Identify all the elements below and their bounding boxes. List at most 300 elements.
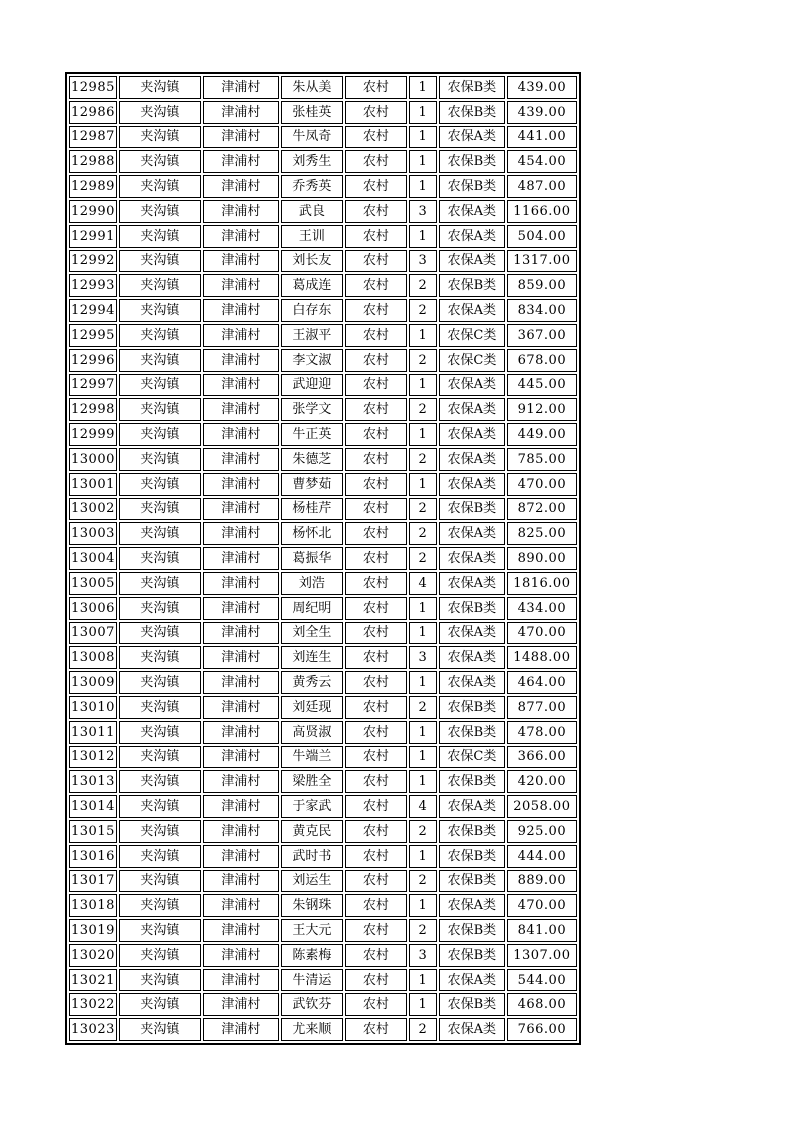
cell-name: 尤来顺 bbox=[281, 1018, 343, 1041]
cell-residence-type: 农村 bbox=[345, 770, 407, 793]
cell-amount: 367.00 bbox=[507, 324, 577, 347]
cell-insurance-category: 农保A类 bbox=[439, 1018, 505, 1041]
cell-amount: 470.00 bbox=[507, 473, 577, 496]
cell-insurance-category: 农保B类 bbox=[439, 820, 505, 843]
cell-member-count: 2 bbox=[409, 547, 437, 570]
cell-town: 夹沟镇 bbox=[119, 398, 201, 421]
cell-amount: 785.00 bbox=[507, 448, 577, 471]
cell-town: 夹沟镇 bbox=[119, 1018, 201, 1041]
cell-town: 夹沟镇 bbox=[119, 746, 201, 769]
cell-amount: 544.00 bbox=[507, 969, 577, 992]
cell-name: 刘连生 bbox=[281, 646, 343, 669]
cell-member-count: 1 bbox=[409, 175, 437, 198]
table-row bbox=[69, 498, 577, 521]
cell-insurance-category: 农保B类 bbox=[439, 150, 505, 173]
cell-town: 夹沟镇 bbox=[119, 894, 201, 917]
cell-village: 津浦村 bbox=[203, 894, 279, 917]
cell-village: 津浦村 bbox=[203, 696, 279, 719]
cell-residence-type: 农村 bbox=[345, 870, 407, 893]
table-row bbox=[69, 870, 577, 893]
cell-town: 夹沟镇 bbox=[119, 448, 201, 471]
cell-amount: 470.00 bbox=[507, 894, 577, 917]
cell-amount: 468.00 bbox=[507, 993, 577, 1016]
cell-member-count: 2 bbox=[409, 522, 437, 545]
cell-amount: 478.00 bbox=[507, 721, 577, 744]
cell-village: 津浦村 bbox=[203, 969, 279, 992]
cell-insurance-category: 农保A类 bbox=[439, 671, 505, 694]
cell-record-id: 13023 bbox=[69, 1018, 117, 1041]
cell-amount: 1317.00 bbox=[507, 250, 577, 273]
cell-residence-type: 农村 bbox=[345, 646, 407, 669]
table-row bbox=[69, 324, 577, 347]
cell-member-count: 1 bbox=[409, 845, 437, 868]
cell-residence-type: 农村 bbox=[345, 324, 407, 347]
cell-amount: 445.00 bbox=[507, 374, 577, 397]
cell-residence-type: 农村 bbox=[345, 423, 407, 446]
cell-insurance-category: 农保A类 bbox=[439, 894, 505, 917]
table-row bbox=[69, 76, 577, 99]
cell-insurance-category: 农保A类 bbox=[439, 299, 505, 322]
cell-record-id: 12988 bbox=[69, 150, 117, 173]
table-row bbox=[69, 993, 577, 1016]
cell-town: 夹沟镇 bbox=[119, 522, 201, 545]
cell-insurance-category: 农保B类 bbox=[439, 870, 505, 893]
cell-name: 朱钢珠 bbox=[281, 894, 343, 917]
table-row bbox=[69, 622, 577, 645]
cell-record-id: 13011 bbox=[69, 721, 117, 744]
cell-town: 夹沟镇 bbox=[119, 572, 201, 595]
cell-member-count: 1 bbox=[409, 969, 437, 992]
cell-member-count: 1 bbox=[409, 101, 437, 124]
cell-amount: 420.00 bbox=[507, 770, 577, 793]
cell-record-id: 13014 bbox=[69, 795, 117, 818]
cell-residence-type: 农村 bbox=[345, 671, 407, 694]
cell-village: 津浦村 bbox=[203, 944, 279, 967]
cell-village: 津浦村 bbox=[203, 770, 279, 793]
cell-town: 夹沟镇 bbox=[119, 646, 201, 669]
cell-member-count: 1 bbox=[409, 721, 437, 744]
cell-insurance-category: 农保B类 bbox=[439, 597, 505, 620]
cell-town: 夹沟镇 bbox=[119, 498, 201, 521]
table-row bbox=[69, 225, 577, 248]
cell-record-id: 12996 bbox=[69, 349, 117, 372]
cell-member-count: 2 bbox=[409, 1018, 437, 1041]
cell-name: 白存东 bbox=[281, 299, 343, 322]
cell-member-count: 1 bbox=[409, 671, 437, 694]
cell-residence-type: 农村 bbox=[345, 274, 407, 297]
table-row bbox=[69, 696, 577, 719]
cell-name: 刘全生 bbox=[281, 622, 343, 645]
table-row bbox=[69, 894, 577, 917]
cell-member-count: 1 bbox=[409, 374, 437, 397]
cell-member-count: 2 bbox=[409, 398, 437, 421]
cell-residence-type: 农村 bbox=[345, 126, 407, 149]
cell-village: 津浦村 bbox=[203, 597, 279, 620]
cell-amount: 439.00 bbox=[507, 101, 577, 124]
cell-record-id: 13016 bbox=[69, 845, 117, 868]
cell-name: 李文淑 bbox=[281, 349, 343, 372]
cell-member-count: 2 bbox=[409, 349, 437, 372]
cell-village: 津浦村 bbox=[203, 349, 279, 372]
cell-record-id: 12993 bbox=[69, 274, 117, 297]
cell-town: 夹沟镇 bbox=[119, 845, 201, 868]
cell-insurance-category: 农保B类 bbox=[439, 944, 505, 967]
cell-insurance-category: 农保B类 bbox=[439, 498, 505, 521]
cell-amount: 890.00 bbox=[507, 547, 577, 570]
table-row bbox=[69, 969, 577, 992]
cell-amount: 464.00 bbox=[507, 671, 577, 694]
cell-residence-type: 农村 bbox=[345, 572, 407, 595]
cell-insurance-category: 农保A类 bbox=[439, 448, 505, 471]
cell-record-id: 13009 bbox=[69, 671, 117, 694]
cell-member-count: 1 bbox=[409, 622, 437, 645]
table-row bbox=[69, 721, 577, 744]
cell-amount: 449.00 bbox=[507, 423, 577, 446]
cell-name: 葛成连 bbox=[281, 274, 343, 297]
cell-residence-type: 农村 bbox=[345, 225, 407, 248]
cell-member-count: 2 bbox=[409, 274, 437, 297]
cell-record-id: 12989 bbox=[69, 175, 117, 198]
cell-member-count: 1 bbox=[409, 597, 437, 620]
cell-village: 津浦村 bbox=[203, 622, 279, 645]
cell-village: 津浦村 bbox=[203, 200, 279, 223]
cell-member-count: 1 bbox=[409, 473, 437, 496]
table-body bbox=[69, 76, 577, 1041]
cell-insurance-category: 农保A类 bbox=[439, 225, 505, 248]
cell-insurance-category: 农保B类 bbox=[439, 101, 505, 124]
cell-member-count: 1 bbox=[409, 746, 437, 769]
cell-name: 黄秀云 bbox=[281, 671, 343, 694]
table-row bbox=[69, 919, 577, 942]
cell-name: 刘长友 bbox=[281, 250, 343, 273]
cell-insurance-category: 农保A类 bbox=[439, 547, 505, 570]
cell-insurance-category: 农保A类 bbox=[439, 473, 505, 496]
cell-member-count: 2 bbox=[409, 696, 437, 719]
cell-residence-type: 农村 bbox=[345, 795, 407, 818]
cell-record-id: 13003 bbox=[69, 522, 117, 545]
cell-village: 津浦村 bbox=[203, 646, 279, 669]
cell-name: 武钦芬 bbox=[281, 993, 343, 1016]
cell-name: 刘运生 bbox=[281, 870, 343, 893]
cell-residence-type: 农村 bbox=[345, 894, 407, 917]
cell-name: 张桂英 bbox=[281, 101, 343, 124]
cell-village: 津浦村 bbox=[203, 398, 279, 421]
cell-residence-type: 农村 bbox=[345, 448, 407, 471]
cell-town: 夹沟镇 bbox=[119, 820, 201, 843]
cell-town: 夹沟镇 bbox=[119, 150, 201, 173]
cell-town: 夹沟镇 bbox=[119, 225, 201, 248]
cell-record-id: 12987 bbox=[69, 126, 117, 149]
cell-town: 夹沟镇 bbox=[119, 126, 201, 149]
cell-village: 津浦村 bbox=[203, 993, 279, 1016]
cell-member-count: 2 bbox=[409, 299, 437, 322]
cell-amount: 454.00 bbox=[507, 150, 577, 173]
cell-name: 曹梦茹 bbox=[281, 473, 343, 496]
cell-member-count: 1 bbox=[409, 76, 437, 99]
cell-record-id: 12991 bbox=[69, 225, 117, 248]
cell-insurance-category: 农保A类 bbox=[439, 250, 505, 273]
cell-amount: 444.00 bbox=[507, 845, 577, 868]
cell-village: 津浦村 bbox=[203, 150, 279, 173]
cell-record-id: 13022 bbox=[69, 993, 117, 1016]
cell-residence-type: 农村 bbox=[345, 200, 407, 223]
cell-insurance-category: 农保A类 bbox=[439, 646, 505, 669]
cell-town: 夹沟镇 bbox=[119, 993, 201, 1016]
cell-record-id: 13007 bbox=[69, 622, 117, 645]
cell-name: 于家武 bbox=[281, 795, 343, 818]
table-row bbox=[69, 126, 577, 149]
table-row bbox=[69, 448, 577, 471]
cell-amount: 504.00 bbox=[507, 225, 577, 248]
cell-town: 夹沟镇 bbox=[119, 870, 201, 893]
table-row bbox=[69, 101, 577, 124]
cell-residence-type: 农村 bbox=[345, 746, 407, 769]
cell-record-id: 13012 bbox=[69, 746, 117, 769]
cell-record-id: 13013 bbox=[69, 770, 117, 793]
cell-amount: 766.00 bbox=[507, 1018, 577, 1041]
cell-record-id: 13020 bbox=[69, 944, 117, 967]
table-row bbox=[69, 547, 577, 570]
cell-residence-type: 农村 bbox=[345, 349, 407, 372]
cell-town: 夹沟镇 bbox=[119, 374, 201, 397]
cell-town: 夹沟镇 bbox=[119, 969, 201, 992]
cell-name: 刘秀生 bbox=[281, 150, 343, 173]
table-row bbox=[69, 299, 577, 322]
cell-village: 津浦村 bbox=[203, 448, 279, 471]
cell-member-count: 2 bbox=[409, 498, 437, 521]
cell-member-count: 2 bbox=[409, 820, 437, 843]
cell-record-id: 13010 bbox=[69, 696, 117, 719]
cell-residence-type: 农村 bbox=[345, 175, 407, 198]
cell-name: 武时书 bbox=[281, 845, 343, 868]
cell-village: 津浦村 bbox=[203, 274, 279, 297]
cell-name: 杨桂芹 bbox=[281, 498, 343, 521]
cell-insurance-category: 农保A类 bbox=[439, 423, 505, 446]
cell-residence-type: 农村 bbox=[345, 919, 407, 942]
cell-village: 津浦村 bbox=[203, 101, 279, 124]
cell-insurance-category: 农保B类 bbox=[439, 76, 505, 99]
cell-village: 津浦村 bbox=[203, 795, 279, 818]
cell-insurance-category: 农保A类 bbox=[439, 969, 505, 992]
cell-record-id: 13018 bbox=[69, 894, 117, 917]
cell-residence-type: 农村 bbox=[345, 547, 407, 570]
table-row bbox=[69, 671, 577, 694]
cell-name: 武良 bbox=[281, 200, 343, 223]
cell-record-id: 13021 bbox=[69, 969, 117, 992]
cell-amount: 925.00 bbox=[507, 820, 577, 843]
cell-residence-type: 农村 bbox=[345, 250, 407, 273]
cell-amount: 366.00 bbox=[507, 746, 577, 769]
cell-name: 葛振华 bbox=[281, 547, 343, 570]
cell-record-id: 12990 bbox=[69, 200, 117, 223]
cell-amount: 872.00 bbox=[507, 498, 577, 521]
cell-village: 津浦村 bbox=[203, 299, 279, 322]
cell-insurance-category: 农保B类 bbox=[439, 175, 505, 198]
cell-record-id: 13004 bbox=[69, 547, 117, 570]
table-row bbox=[69, 572, 577, 595]
cell-record-id: 12997 bbox=[69, 374, 117, 397]
cell-member-count: 1 bbox=[409, 993, 437, 1016]
cell-town: 夹沟镇 bbox=[119, 671, 201, 694]
cell-village: 津浦村 bbox=[203, 671, 279, 694]
cell-amount: 1816.00 bbox=[507, 572, 577, 595]
cell-residence-type: 农村 bbox=[345, 820, 407, 843]
cell-insurance-category: 农保B类 bbox=[439, 696, 505, 719]
cell-insurance-category: 农保B类 bbox=[439, 770, 505, 793]
table-row bbox=[69, 398, 577, 421]
cell-town: 夹沟镇 bbox=[119, 250, 201, 273]
cell-amount: 825.00 bbox=[507, 522, 577, 545]
cell-residence-type: 农村 bbox=[345, 76, 407, 99]
cell-town: 夹沟镇 bbox=[119, 473, 201, 496]
cell-name: 刘浩 bbox=[281, 572, 343, 595]
cell-insurance-category: 农保A类 bbox=[439, 622, 505, 645]
cell-record-id: 12994 bbox=[69, 299, 117, 322]
cell-name: 乔秀英 bbox=[281, 175, 343, 198]
table-row bbox=[69, 770, 577, 793]
cell-village: 津浦村 bbox=[203, 721, 279, 744]
cell-town: 夹沟镇 bbox=[119, 274, 201, 297]
cell-village: 津浦村 bbox=[203, 845, 279, 868]
cell-village: 津浦村 bbox=[203, 572, 279, 595]
cell-insurance-category: 农保B类 bbox=[439, 845, 505, 868]
table-row bbox=[69, 746, 577, 769]
cell-member-count: 1 bbox=[409, 225, 437, 248]
cell-name: 高贤淑 bbox=[281, 721, 343, 744]
cell-member-count: 3 bbox=[409, 646, 437, 669]
cell-town: 夹沟镇 bbox=[119, 101, 201, 124]
cell-village: 津浦村 bbox=[203, 498, 279, 521]
cell-town: 夹沟镇 bbox=[119, 622, 201, 645]
cell-record-id: 12995 bbox=[69, 324, 117, 347]
cell-residence-type: 农村 bbox=[345, 622, 407, 645]
cell-residence-type: 农村 bbox=[345, 498, 407, 521]
cell-amount: 434.00 bbox=[507, 597, 577, 620]
cell-town: 夹沟镇 bbox=[119, 597, 201, 620]
table-row bbox=[69, 374, 577, 397]
cell-name: 朱从美 bbox=[281, 76, 343, 99]
cell-village: 津浦村 bbox=[203, 225, 279, 248]
cell-name: 王淑平 bbox=[281, 324, 343, 347]
cell-member-count: 1 bbox=[409, 770, 437, 793]
cell-village: 津浦村 bbox=[203, 547, 279, 570]
cell-village: 津浦村 bbox=[203, 1018, 279, 1041]
cell-name: 朱德芝 bbox=[281, 448, 343, 471]
cell-amount: 859.00 bbox=[507, 274, 577, 297]
cell-insurance-category: 农保A类 bbox=[439, 522, 505, 545]
cell-village: 津浦村 bbox=[203, 522, 279, 545]
cell-amount: 877.00 bbox=[507, 696, 577, 719]
cell-amount: 487.00 bbox=[507, 175, 577, 198]
cell-member-count: 1 bbox=[409, 126, 437, 149]
cell-village: 津浦村 bbox=[203, 473, 279, 496]
cell-amount: 912.00 bbox=[507, 398, 577, 421]
cell-town: 夹沟镇 bbox=[119, 200, 201, 223]
cell-record-id: 13000 bbox=[69, 448, 117, 471]
cell-village: 津浦村 bbox=[203, 175, 279, 198]
cell-record-id: 13001 bbox=[69, 473, 117, 496]
cell-name: 牛端兰 bbox=[281, 746, 343, 769]
cell-record-id: 12992 bbox=[69, 250, 117, 273]
table-row bbox=[69, 175, 577, 198]
cell-residence-type: 农村 bbox=[345, 374, 407, 397]
cell-name: 梁胜全 bbox=[281, 770, 343, 793]
cell-village: 津浦村 bbox=[203, 250, 279, 273]
cell-residence-type: 农村 bbox=[345, 522, 407, 545]
cell-name: 牛正英 bbox=[281, 423, 343, 446]
cell-residence-type: 农村 bbox=[345, 696, 407, 719]
cell-residence-type: 农村 bbox=[345, 721, 407, 744]
cell-insurance-category: 农保B类 bbox=[439, 919, 505, 942]
cell-amount: 889.00 bbox=[507, 870, 577, 893]
cell-record-id: 12985 bbox=[69, 76, 117, 99]
cell-insurance-category: 农保C类 bbox=[439, 324, 505, 347]
cell-name: 王大元 bbox=[281, 919, 343, 942]
cell-residence-type: 农村 bbox=[345, 993, 407, 1016]
cell-record-id: 13005 bbox=[69, 572, 117, 595]
cell-village: 津浦村 bbox=[203, 746, 279, 769]
cell-town: 夹沟镇 bbox=[119, 795, 201, 818]
cell-amount: 678.00 bbox=[507, 349, 577, 372]
cell-insurance-category: 农保B类 bbox=[439, 721, 505, 744]
cell-town: 夹沟镇 bbox=[119, 349, 201, 372]
cell-amount: 470.00 bbox=[507, 622, 577, 645]
cell-insurance-category: 农保A类 bbox=[439, 126, 505, 149]
table-row bbox=[69, 274, 577, 297]
table-row bbox=[69, 1018, 577, 1041]
cell-town: 夹沟镇 bbox=[119, 423, 201, 446]
cell-town: 夹沟镇 bbox=[119, 299, 201, 322]
cell-town: 夹沟镇 bbox=[119, 770, 201, 793]
cell-record-id: 13008 bbox=[69, 646, 117, 669]
cell-residence-type: 农村 bbox=[345, 150, 407, 173]
cell-insurance-category: 农保A类 bbox=[439, 398, 505, 421]
table-row bbox=[69, 522, 577, 545]
cell-name: 周纪明 bbox=[281, 597, 343, 620]
cell-member-count: 1 bbox=[409, 150, 437, 173]
cell-town: 夹沟镇 bbox=[119, 696, 201, 719]
table-row bbox=[69, 845, 577, 868]
cell-residence-type: 农村 bbox=[345, 1018, 407, 1041]
cell-record-id: 13006 bbox=[69, 597, 117, 620]
cell-record-id: 13017 bbox=[69, 870, 117, 893]
cell-name: 武迎迎 bbox=[281, 374, 343, 397]
cell-insurance-category: 农保B类 bbox=[439, 274, 505, 297]
cell-name: 牛清运 bbox=[281, 969, 343, 992]
cell-amount: 834.00 bbox=[507, 299, 577, 322]
table-row bbox=[69, 944, 577, 967]
cell-record-id: 13002 bbox=[69, 498, 117, 521]
cell-village: 津浦村 bbox=[203, 870, 279, 893]
cell-insurance-category: 农保A类 bbox=[439, 795, 505, 818]
cell-residence-type: 农村 bbox=[345, 845, 407, 868]
cell-member-count: 4 bbox=[409, 795, 437, 818]
cell-name: 刘廷现 bbox=[281, 696, 343, 719]
cell-amount: 841.00 bbox=[507, 919, 577, 942]
cell-member-count: 4 bbox=[409, 572, 437, 595]
cell-residence-type: 农村 bbox=[345, 398, 407, 421]
table-row bbox=[69, 423, 577, 446]
cell-member-count: 1 bbox=[409, 423, 437, 446]
cell-town: 夹沟镇 bbox=[119, 175, 201, 198]
cell-record-id: 12999 bbox=[69, 423, 117, 446]
cell-village: 津浦村 bbox=[203, 820, 279, 843]
table-row bbox=[69, 820, 577, 843]
cell-residence-type: 农村 bbox=[345, 473, 407, 496]
cell-insurance-category: 农保C类 bbox=[439, 746, 505, 769]
pension-records-table bbox=[65, 72, 581, 1045]
cell-member-count: 3 bbox=[409, 200, 437, 223]
